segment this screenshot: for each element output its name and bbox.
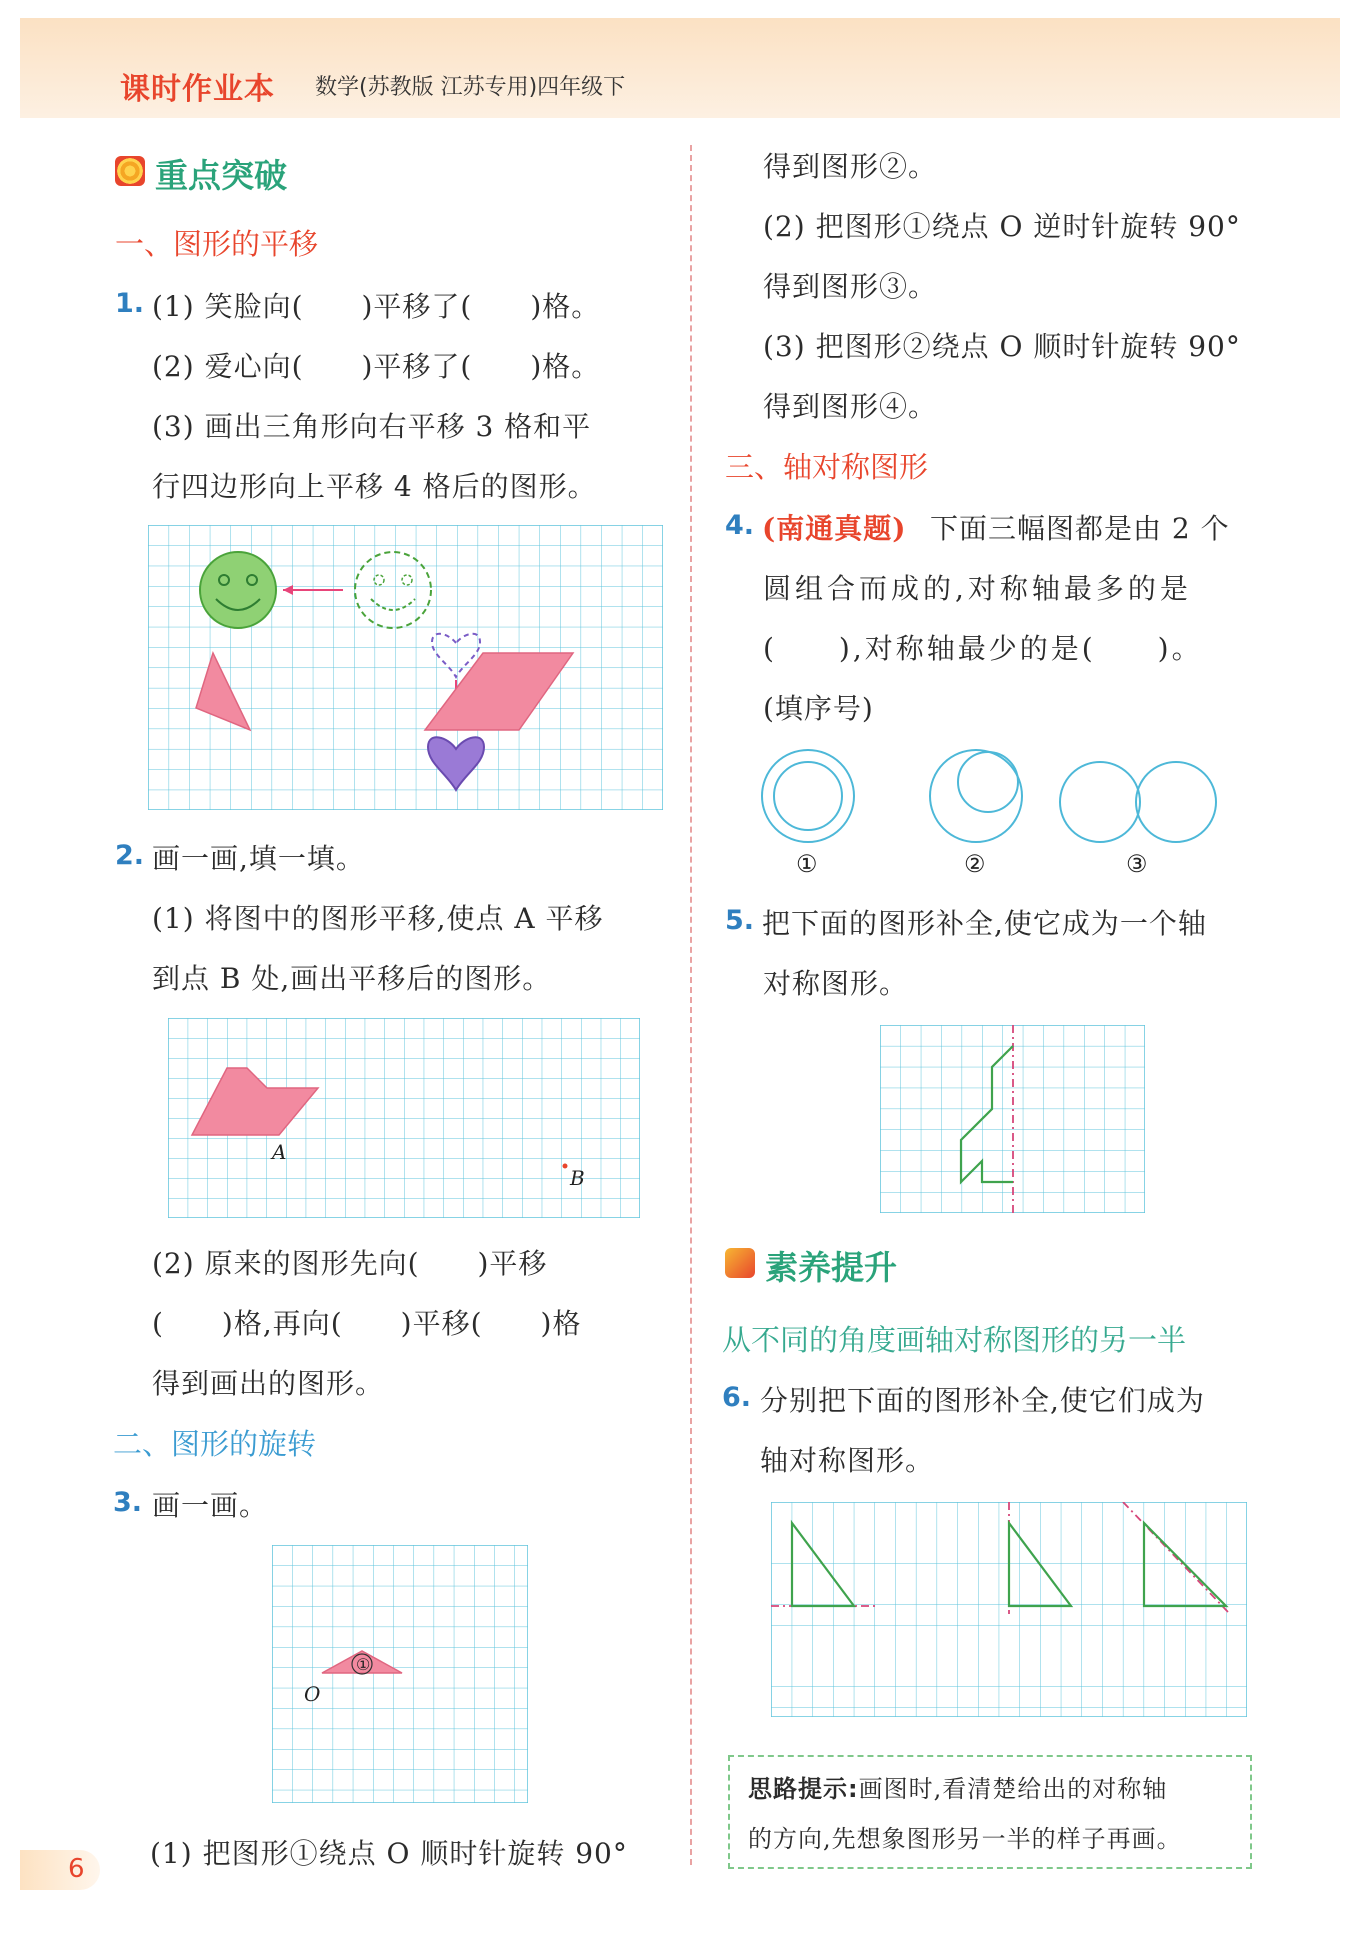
circle-label-1: ① xyxy=(796,850,818,878)
q2-grid-figure xyxy=(168,1018,640,1218)
q2-line1: (1) 将图中的图形平移,使点 A 平移 xyxy=(152,902,604,935)
circle-figure-2 xyxy=(930,750,1022,842)
q3-line1: (1) 把图形①绕点 O 顺时针旋转 90° xyxy=(150,1837,628,1870)
point-b-label: B xyxy=(570,1166,585,1190)
q1-number: 1. xyxy=(115,288,145,319)
circle-figure-3 xyxy=(1060,762,1216,842)
section-improve: 素养提升 xyxy=(765,1248,897,1287)
q4-tag: (南通真题) xyxy=(762,512,907,545)
q4-line1: 下面三幅图都是由 2 个 xyxy=(930,512,1230,545)
q6-line2: 轴对称图形。 xyxy=(760,1444,935,1477)
q4-line3: ( ),对称轴最少的是( )。 xyxy=(763,632,1203,665)
origin-o-label: O xyxy=(304,1682,321,1706)
page-number-tab xyxy=(20,1850,100,1890)
q3-line2: 得到图形②。 xyxy=(763,150,938,183)
q5-number: 5. xyxy=(725,905,755,936)
q5-grid-figure xyxy=(880,1025,1145,1213)
tip-line1: 画图时,看清楚给出的对称轴 xyxy=(858,1775,1168,1803)
q1-line3: (3) 画出三角形向右平移 3 格和平 xyxy=(152,410,592,443)
circle-label-2: ② xyxy=(964,850,986,878)
q4-number: 4. xyxy=(725,510,755,541)
tip-line2: 的方向,先想象图形另一半的样子再画。 xyxy=(748,1825,1182,1853)
q6-line1: 分别把下面的图形补全,使它们成为 xyxy=(760,1384,1205,1417)
q4-line2: 圆组合而成的,对称轴最多的是 xyxy=(763,572,1192,605)
q2-number: 2. xyxy=(115,840,145,871)
page-number: 6 xyxy=(68,1854,85,1884)
column-divider xyxy=(690,145,692,1865)
q4-circles-figure xyxy=(748,740,1268,880)
subsection-improve: 从不同的角度画轴对称图形的另一半 xyxy=(722,1323,1187,1357)
smiley-face-icon xyxy=(200,552,276,628)
q2-line4: ( )格,再向( )平移( )格 xyxy=(152,1307,582,1340)
q5-line1: 把下面的图形补全,使它成为一个轴 xyxy=(762,907,1207,940)
q1-line4: 行四边形向上平移 4 格后的图形。 xyxy=(152,470,597,503)
q3-grid-figure xyxy=(272,1545,528,1803)
subsection-translation: 一、图形的平移 xyxy=(115,227,319,261)
q1-grid-figure xyxy=(148,525,663,810)
point-b-dot xyxy=(563,1164,568,1169)
target-icon xyxy=(115,156,145,186)
subsection-symmetry: 三、轴对称图形 xyxy=(725,450,929,484)
q4-line4: (填序号) xyxy=(763,692,874,725)
q3-line3: (2) 把图形①绕点 O 逆时针旋转 90° xyxy=(763,210,1241,243)
section-key: 重点突破 xyxy=(155,156,287,195)
q2-line3: (2) 原来的图形先向( )平移 xyxy=(152,1247,548,1280)
subsection-rotation: 二、图形的旋转 xyxy=(113,1427,317,1461)
q3-line6: 得到图形④。 xyxy=(763,390,938,423)
circle-label-3: ③ xyxy=(1126,850,1148,878)
q5-line2: 对称图形。 xyxy=(763,967,909,1000)
q2-title: 画一画,填一填。 xyxy=(152,842,365,875)
tip-label: 思路提示: xyxy=(748,1775,859,1803)
q2-line5: 得到画出的图形。 xyxy=(152,1367,385,1400)
q3-title: 画一画。 xyxy=(152,1489,269,1522)
q3-number: 3. xyxy=(113,1487,143,1518)
book-subtitle: 数学(苏教版 江苏专用)四年级下 xyxy=(315,75,626,100)
q1-line1: (1) 笑脸向( )平移了( )格。 xyxy=(152,290,601,323)
book-brand: 课时作业本 xyxy=(120,72,275,107)
q1-line2: (2) 爱心向( )平移了( )格。 xyxy=(152,350,601,383)
q3-line5: (3) 把图形②绕点 O 顺时针旋转 90° xyxy=(763,330,1241,363)
tip-box xyxy=(728,1755,1252,1869)
point-a-label: A xyxy=(272,1140,287,1164)
q3-line4: 得到图形③。 xyxy=(763,270,938,303)
circle-figure-1 xyxy=(762,750,854,842)
q6-grid-figure xyxy=(771,1502,1247,1717)
q2-line2: 到点 B 处,画出平移后的图形。 xyxy=(152,962,552,995)
shape-1-label: ① xyxy=(356,1655,371,1674)
climb-icon xyxy=(725,1248,755,1278)
q6-number: 6. xyxy=(722,1382,752,1413)
